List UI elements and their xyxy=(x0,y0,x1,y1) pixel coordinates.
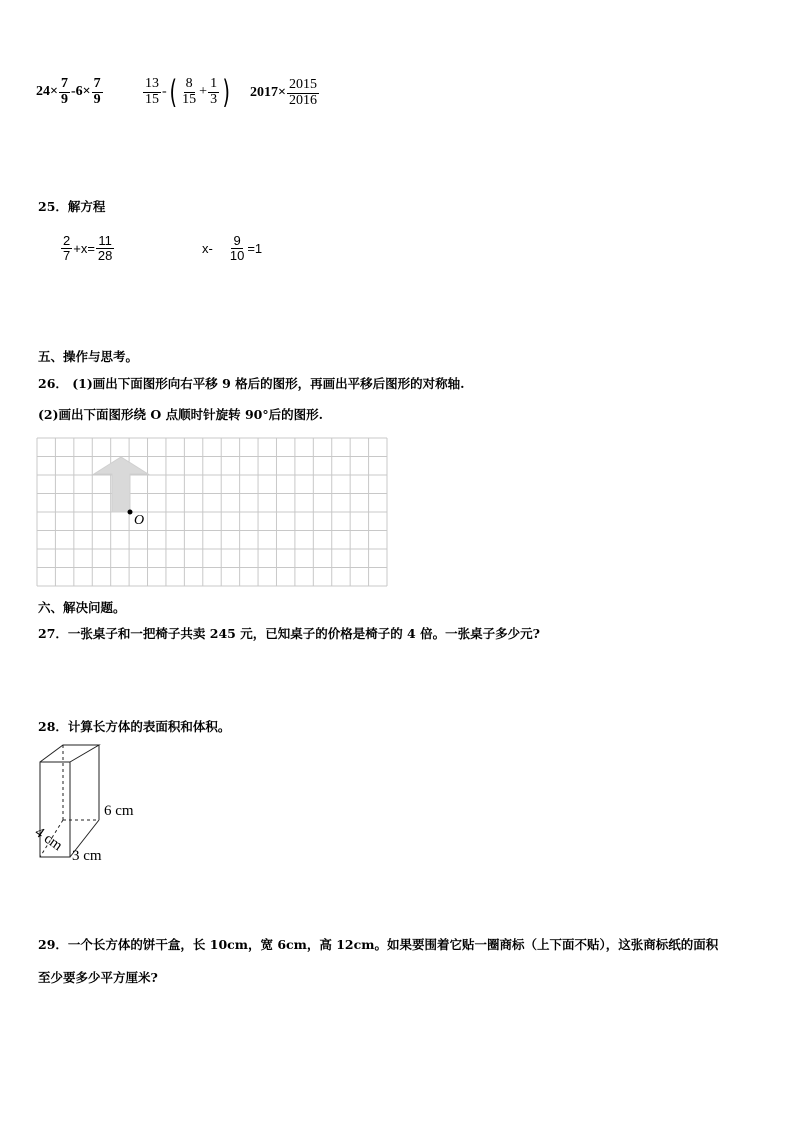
expression-3 xyxy=(250,78,320,108)
denominator: 9 xyxy=(93,91,101,107)
numerator: 8 xyxy=(185,75,193,91)
question-25-title: 25．解方程 xyxy=(38,199,106,214)
question-29-line-1: 29．一个长方体的饼干盒，长 10cm，宽 6cm，高 12cm。如果要围着它贴一圈商标（上下面不贴），这张商标纸的面积 xyxy=(38,937,719,952)
fraction xyxy=(59,77,70,107)
eq1-mid: +x= xyxy=(73,240,95,256)
height-label: 6 cm xyxy=(104,803,134,819)
denominator: 15 xyxy=(145,91,159,107)
fraction xyxy=(228,234,246,262)
numerator: 2 xyxy=(63,233,71,248)
fraction xyxy=(180,77,198,107)
depth-label: 4 cm xyxy=(31,824,66,855)
fraction xyxy=(208,77,219,107)
grid-figure xyxy=(36,437,388,587)
minus-sign: - xyxy=(162,84,167,99)
plus-sign: + xyxy=(199,84,208,99)
left-paren: ( xyxy=(169,73,177,111)
expr1-mid: -6× xyxy=(70,84,91,100)
grid-lines xyxy=(37,438,387,586)
numerator: 11 xyxy=(98,233,112,248)
denominator: 9 xyxy=(60,91,68,107)
denominator: 7 xyxy=(63,247,71,263)
numerator: 7 xyxy=(60,76,68,91)
numerator: 1 xyxy=(210,75,218,91)
fraction xyxy=(92,77,103,107)
question-28-title: 28．计算长方体的表面积和体积。 xyxy=(38,719,231,734)
denominator: 3 xyxy=(210,91,218,107)
denominator: 10 xyxy=(229,247,245,263)
fraction xyxy=(143,77,161,107)
equation-2 xyxy=(202,234,262,262)
arrow-shape xyxy=(94,457,148,512)
point-o xyxy=(128,510,133,515)
fraction xyxy=(96,234,114,262)
question-27: 27．一张桌子和一把椅子共卖 245 元，已知桌子的价格是椅子的 4 倍。一张桌子多少元? xyxy=(38,626,540,641)
fraction xyxy=(287,78,319,108)
denominator: 15 xyxy=(182,91,197,107)
numerator: 9 xyxy=(233,233,241,248)
denominator: 2016 xyxy=(288,92,317,108)
expr1-lead: 24× xyxy=(36,84,58,100)
question-26-line-2: (2)画出下面图形绕 O 点顺时针旋转 90°后的图形. xyxy=(38,407,323,422)
question-26-line-1: 26． (1)画出下面图形向右平移 9 格后的图形，再画出平移后图形的对称轴. xyxy=(38,376,465,391)
section-6-heading: 六、解决问题。 xyxy=(38,600,126,615)
section-5-heading: 五、操作与思考。 xyxy=(38,349,139,364)
denominator: 28 xyxy=(97,247,113,263)
eq2-lead: x- xyxy=(202,240,213,256)
question-29-line-2: 至少要多少平方厘米? xyxy=(38,970,158,985)
numerator: 2015 xyxy=(288,77,317,92)
expression-1 xyxy=(36,77,104,107)
cuboid-figure xyxy=(30,742,160,864)
expr3-lead: 2017× xyxy=(250,85,286,101)
eq2-tail: =1 xyxy=(247,240,263,256)
width-label: 3 cm xyxy=(72,848,102,864)
numerator: 7 xyxy=(93,76,101,91)
equation-1 xyxy=(60,234,115,262)
right-paren: ) xyxy=(222,73,231,111)
point-o-label: O xyxy=(134,513,145,528)
expression-2 xyxy=(142,73,233,111)
numerator: 13 xyxy=(145,75,159,91)
fraction xyxy=(61,234,72,262)
